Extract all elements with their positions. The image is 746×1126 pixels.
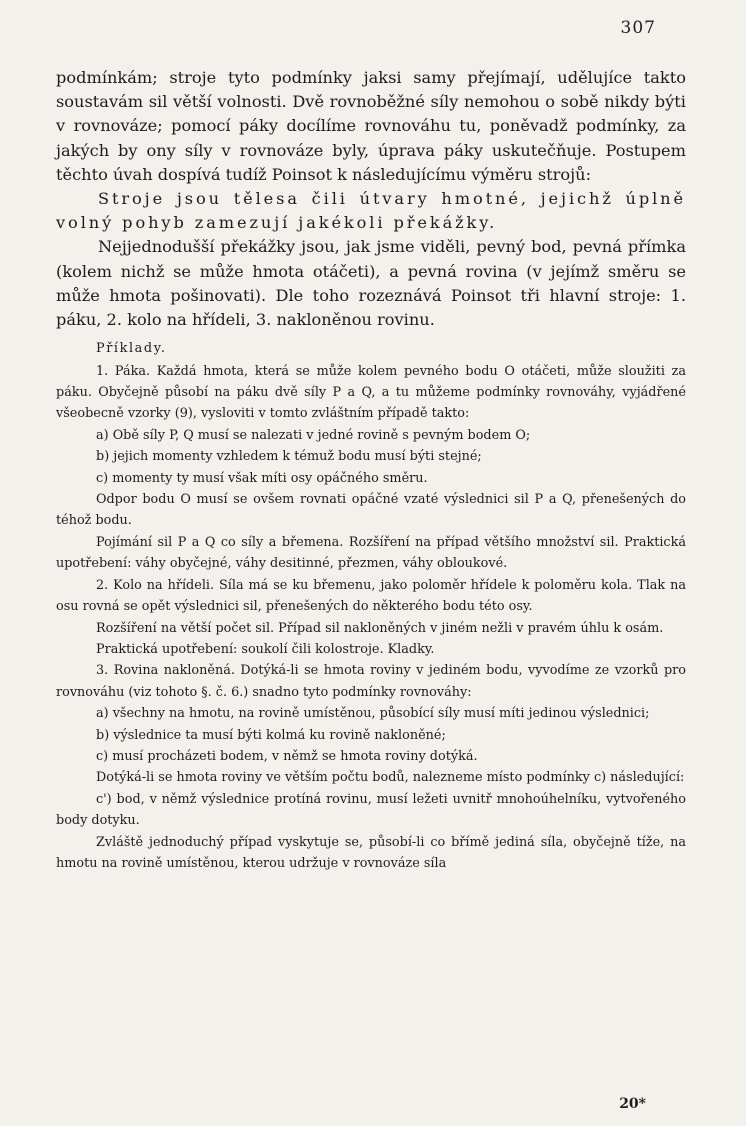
- example-line: c') bod, v němž výslednice protíná rovinu, musí ležeti uvnitř mnohoúhelníku, vytvořeného body dotyku.: [56, 791, 686, 829]
- example-line: Odpor bodu O musí se ovšem rovnati opáčné vzaté výslednici sil P a Q, přenešených do téhož bodu.: [56, 492, 686, 529]
- example-line: Praktická upotřebení: soukolí čili kolostroje. Kladky.: [96, 641, 435, 657]
- example-line: Rozšíření na větší počet sil. Případ sil nakloněných v jiném nežli v pravém úhlu k osám.: [96, 620, 664, 636]
- example-line: c) momenty ty musí však míti osy opáčného směru.: [96, 470, 428, 486]
- example-line: Dotýká-li se hmota roviny ve větším počtu bodů, nalezneme místo podmínky c) následující:: [96, 770, 685, 786]
- paragraph: podmínkám; stroje tyto podmínky jaksi samy přejímají, udělujíce takto soustavám sil větší volnosti. Dvě rovnoběžné síly nemohou o sobě nikdy býti v rovnováze; pomocí páky docílíme rovnováhu tu, poněvadž podmínky, za jakých by ony síly v rovnováze byly, úprava páky uskutečňuje. Postupem těchto úvah dospívá tudíž Poinsot k následujícímu výměru strojů:: [56, 68, 686, 184]
- page-body: [56, 66, 686, 874]
- example-line: Zvláště jednoduchý případ vyskytuje se, působí-li co břímě jediná síla, obyčejně tíže, na hmotu na rovině umístěnou, kterou udržuje v rovnováze síla: [56, 834, 686, 871]
- example-line: a) Obě síly P, Q musí se nalezati v jedné rovině s pevným bodem O;: [96, 427, 531, 443]
- example-line: a) všechny na hmotu, na rovině umístěnou, působící síly musí míti jedinou výslednici;: [96, 706, 650, 722]
- paragraph: Nejjednodušší překážky jsou, jak jsme viděli, pevný bod, pevná přímka (kolem nichž se může hmota otáčeti), a pevná rovina (v jejímž směru se může hmota pošinovati). Dle toho rozeznává Poinsot tři hlavní stroje: 1. páku, 2. kolo na hřídeli, 3. nakloněnou rovinu.: [56, 237, 686, 330]
- example-line: 3. Rovina nakloněná. Dotýká-li se hmota roviny v jediném bodu, vyvodíme ze vzorků pro rovnováhu (viz tohoto §. č. 6.) snadno tyto podmínky rovnováhy:: [56, 663, 686, 700]
- example-line: 2. Kolo na hřídeli. Síla má se ku břemenu, jako poloměr hřídele k poloměru kola. Tlak na osu rovná se opět výslednici sil, přenešených do některého bodu této osy.: [56, 577, 686, 615]
- example-line: Pojímání sil P a Q co síly a břemena. Rozšíření na případ většího množství sil. Praktická upotřebení: váhy obyčejné, váhy desitinné, přezmen, váhy obloukové.: [56, 534, 686, 572]
- signature-mark: 20*: [619, 1096, 646, 1112]
- example-line: c) musí procházeti bodem, v němž se hmota roviny dotýká.: [96, 748, 478, 764]
- example-line: b) výslednice ta musí býti kolmá ku rovině nakloněné;: [96, 727, 446, 743]
- examples-heading: Příklady.: [96, 341, 167, 357]
- examples-section: [56, 338, 686, 874]
- page-number: 307: [620, 18, 656, 38]
- example-line: b) jejich momenty vzhledem k témuž bodu musí býti stejné;: [96, 449, 482, 465]
- main-text: [56, 66, 686, 332]
- definition-paragraph: Stroje jsou tělesa čili útvary hmotné, jejichž úplně volný pohyb zamezují jakékoli překážky.: [56, 189, 686, 233]
- example-line: 1. Páka. Každá hmota, která se může kolem pevného bodu O otáčeti, může sloužiti za páku. Obyčejně působí na páku dvě síly P a Q, a tu můžeme podmínky rovnováhy, vyjádřené všeobecně vzorky (9), vysloviti v tomto zvláštním případě takto:: [56, 363, 686, 422]
